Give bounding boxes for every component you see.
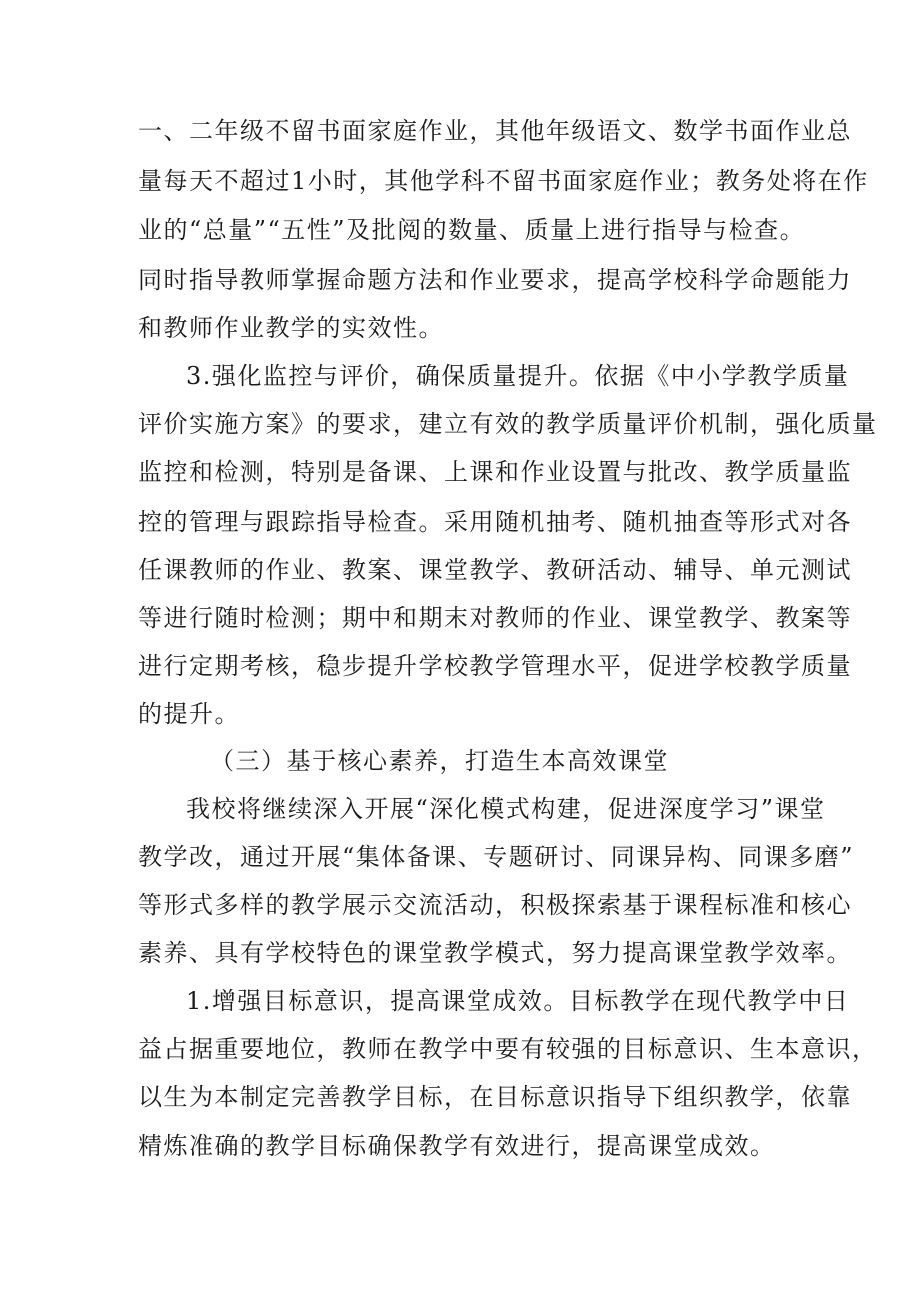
text-line: 进行定期考核，稳步提升学校教学管理水平，促进学校教学质量 xyxy=(138,652,852,680)
text-line: 1.增强目标意识，提高课堂成效。目标教学在现代教学中日 xyxy=(186,987,850,1015)
text-line: 监控和检测，特别是备课、上课和作业设置与批改、教学质量监 xyxy=(138,458,852,486)
text-line: 3.强化监控与评价，确保质量提升。依据《中小学教学质量 xyxy=(186,362,850,390)
text-line: 素养、具有学校特色的课堂教学模式，努力提高课堂教学效率。 xyxy=(138,939,852,967)
text-line: 和教师作业教学的实效性。 xyxy=(138,314,444,342)
text-line: 同时指导教师掌握命题方法和作业要求，提高学校科学命题能力 xyxy=(138,266,852,294)
text-line: 教学改，通过开展“集体备课、专题研讨、同课异构、同课多磨” xyxy=(138,843,855,871)
text-line: 评价实施方案》的要求，建立有效的教学质量评价机制，强化质量 xyxy=(138,410,878,438)
text-line: 控的管理与跟踪指导检查。采用随机抽考、随机抽查等形式对各 xyxy=(138,508,852,536)
section-heading: （三）基于核心素养，打造生本高效课堂 xyxy=(210,747,669,775)
text-line: 量每天不超过1小时，其他学科不留书面家庭作业；教务处将在作 xyxy=(138,167,869,195)
text-line: 任课教师的作业、教案、课堂教学、教研活动、辅导、单元测试 xyxy=(138,556,852,584)
text-line: 一、二年级不留书面家庭作业，其他年级语文、数学书面作业总 xyxy=(138,117,852,145)
text-line: 我校将继续深入开展“深化模式构建，促进深度学习”课堂 xyxy=(186,795,826,823)
text-line: 等进行随时检测；期中和期末对教师的作业、课堂教学、教案等 xyxy=(138,604,852,632)
text-line: 业的“总量”“五性”及批阅的数量、质量上进行指导与检查。 xyxy=(138,216,806,244)
text-line: 等形式多样的教学展示交流活动，积极探索基于课程标准和核心 xyxy=(138,891,852,919)
text-line: 的提升。 xyxy=(138,700,240,728)
text-line: 益占据重要地位，教师在教学中要有较强的目标意识、生本意识， xyxy=(138,1035,878,1063)
text-line: 以生为本制定完善教学目标，在目标意识指导下组织教学，依靠 xyxy=(138,1083,852,1111)
text-line: 精炼准确的教学目标确保教学有效进行，提高课堂成效。 xyxy=(138,1132,776,1160)
